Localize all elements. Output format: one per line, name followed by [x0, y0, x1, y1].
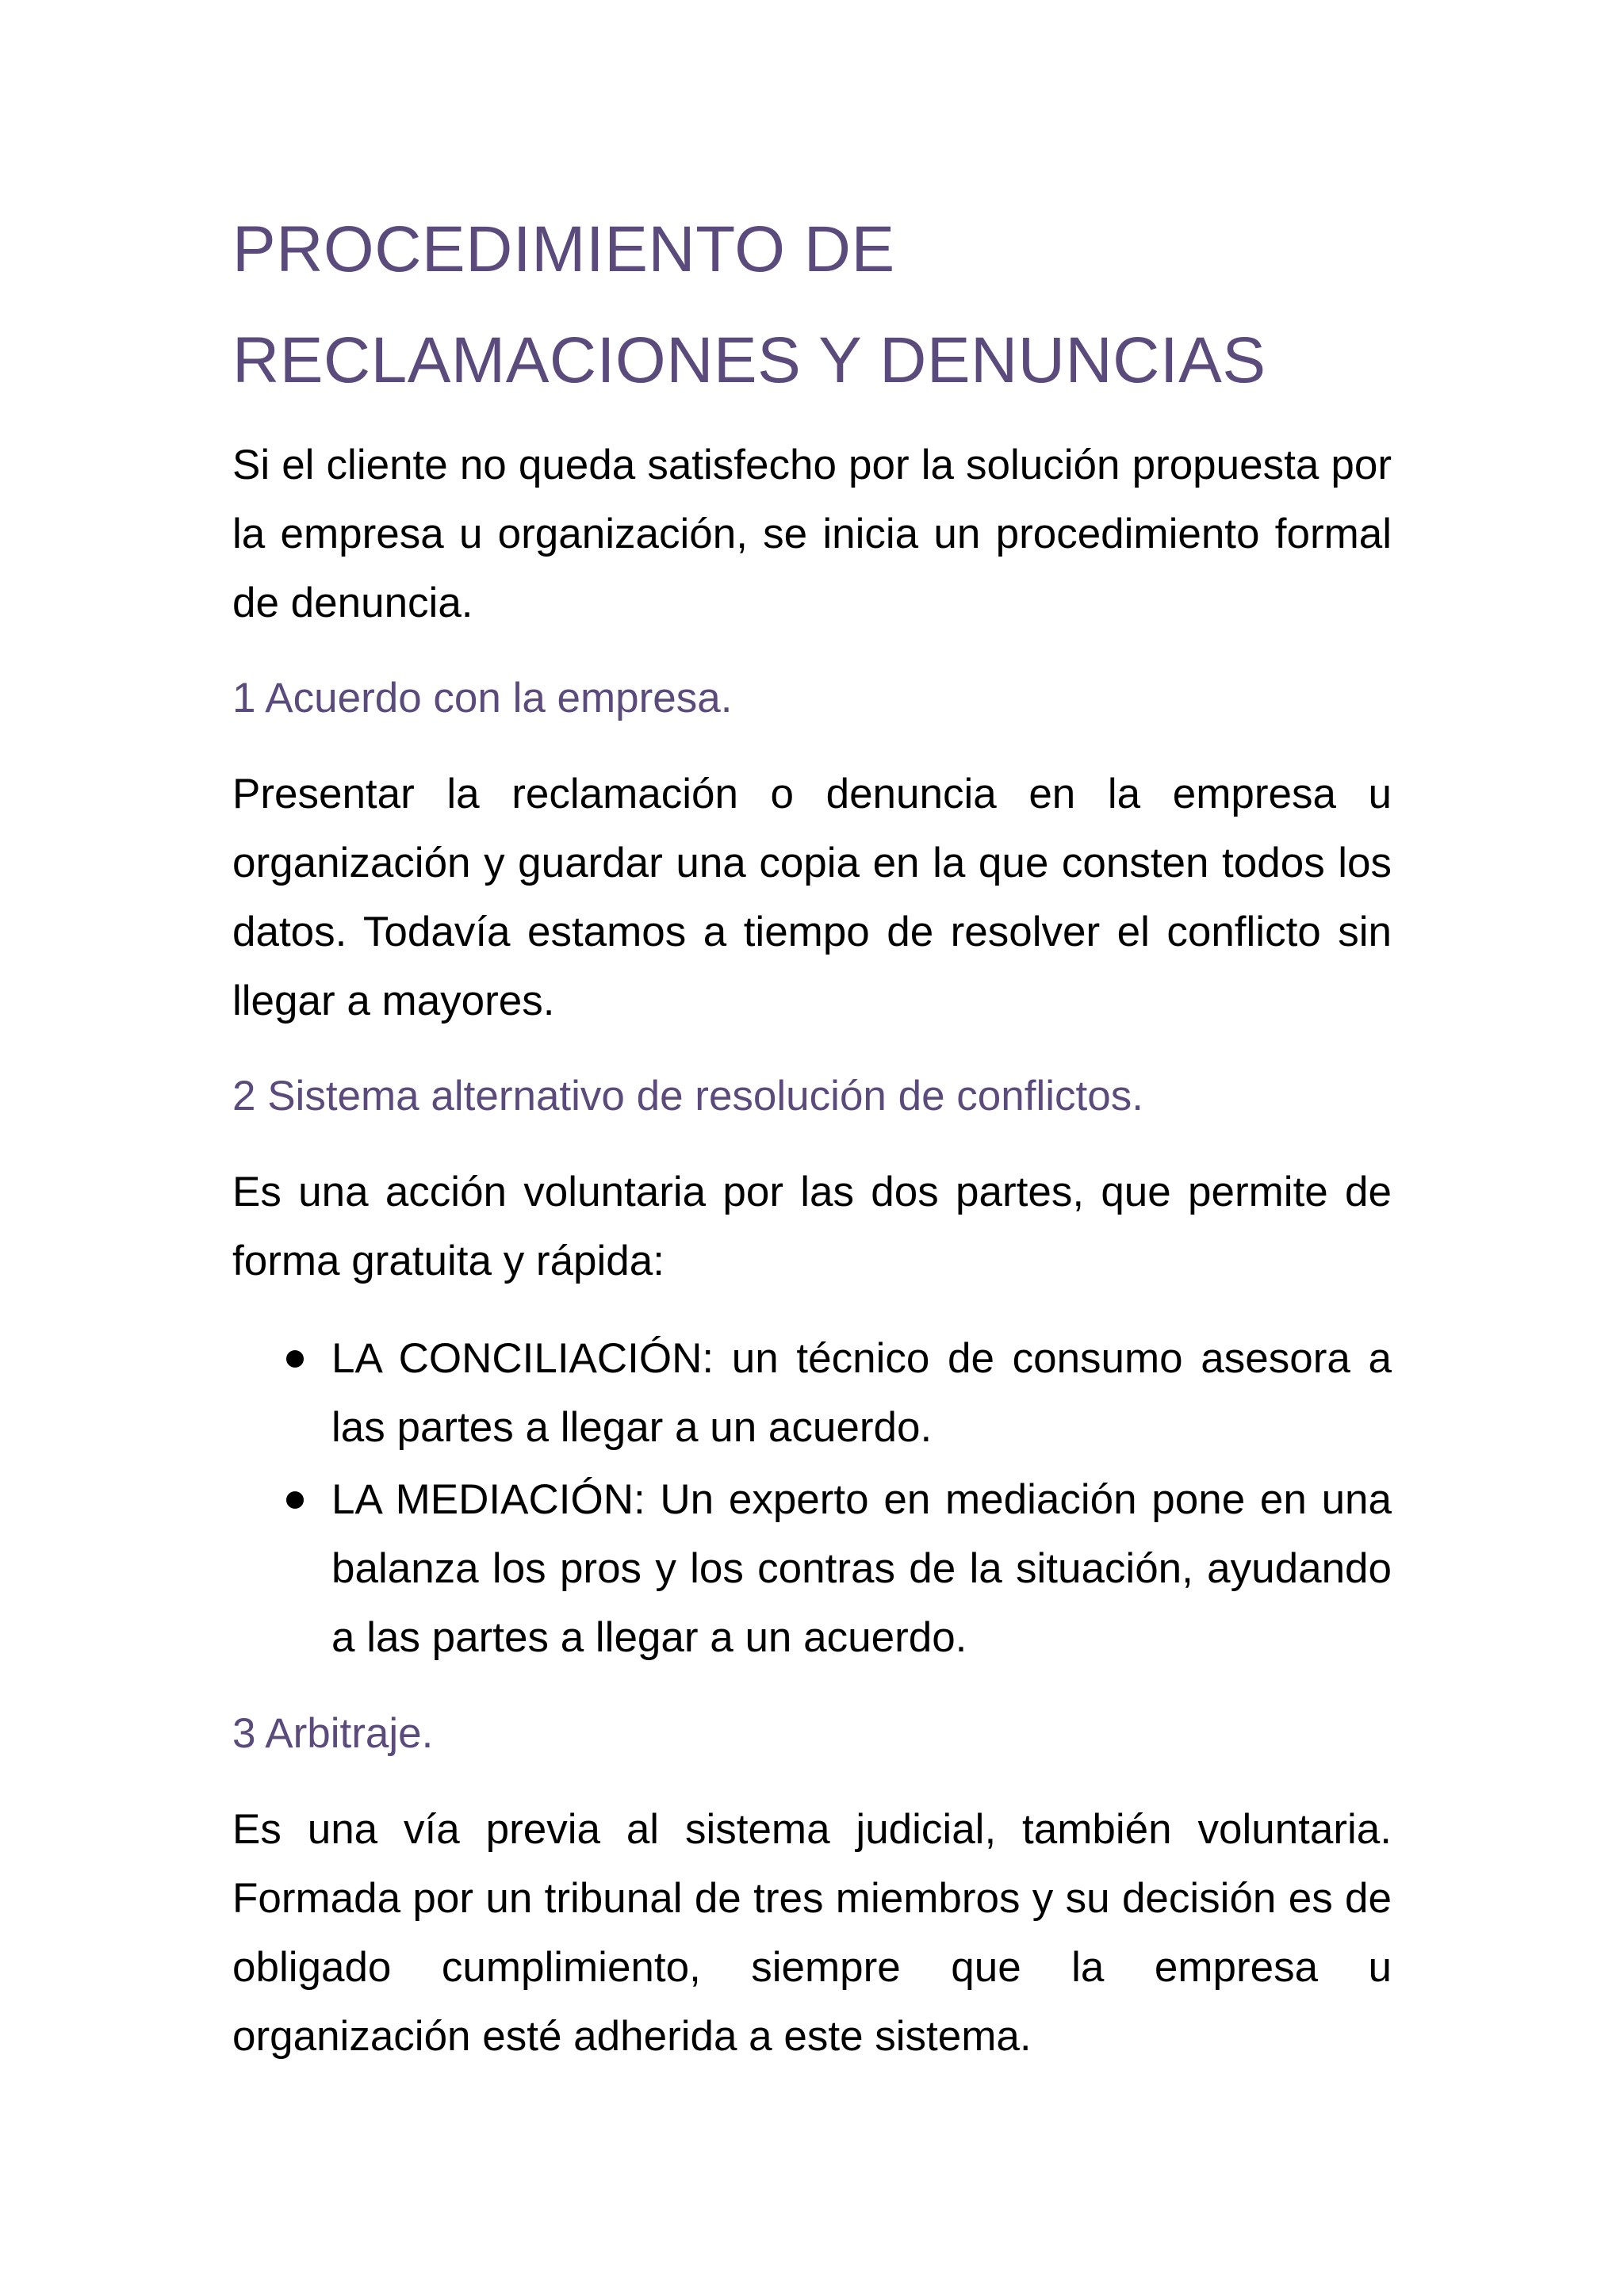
section-1-heading: 1 Acuerdo con la empresa.	[232, 675, 733, 721]
section-1-paragraph: Presentar la reclamación o denuncia en la empresa u organización y guardar una copia en la que consten todos los datos. Todavía estamos a tiempo de resolver el conflicto sin llegar a mayores.	[232, 771, 1392, 1024]
bullet-text: LA MEDIACIÓN: Un experto en mediación pone en una balanza los pros y los contras de la situación, ayudando a las partes a llegar a un acuerdo.	[331, 1476, 1392, 1661]
section-2-paragraph: Es una acción voluntaria por las dos partes, que permite de forma gratuita y rápida:	[232, 1169, 1392, 1284]
bullet-item-mediacion	[232, 1465, 1392, 1672]
bullet-icon	[286, 1350, 304, 1368]
section-3-paragraph: Es una vía previa al sistema judicial, también voluntaria. Formada por un tribunal de tres miembros y su decisión es de obligado cumplimiento, siempre que la empresa u organización esté adherida a este sistema.	[232, 1806, 1392, 2060]
document-content	[232, 194, 1392, 2071]
title-line-1: PROCEDIMIENTO DE	[232, 213, 895, 285]
section-2-bullet-list	[232, 1324, 1392, 1672]
bullet-icon	[286, 1491, 304, 1509]
intro-paragraph: Si el cliente no queda satisfecho por la solución propuesta por la empresa u organización, se inicia un procedimiento formal de denuncia.	[232, 442, 1392, 626]
section-3-heading: 3 Arbitraje.	[232, 1710, 434, 1757]
bullet-text: LA CONCILIACIÓN: un técnico de consumo asesora a las partes a llegar a un acuerdo.	[331, 1335, 1392, 1451]
bullet-item-conciliacion	[232, 1324, 1392, 1462]
title-line-2: RECLAMACIONES Y DENUNCIAS	[232, 324, 1266, 396]
section-2-heading: 2 Sistema alternativo de resolución de conflictos.	[232, 1073, 1143, 1119]
document-title	[232, 194, 1392, 416]
